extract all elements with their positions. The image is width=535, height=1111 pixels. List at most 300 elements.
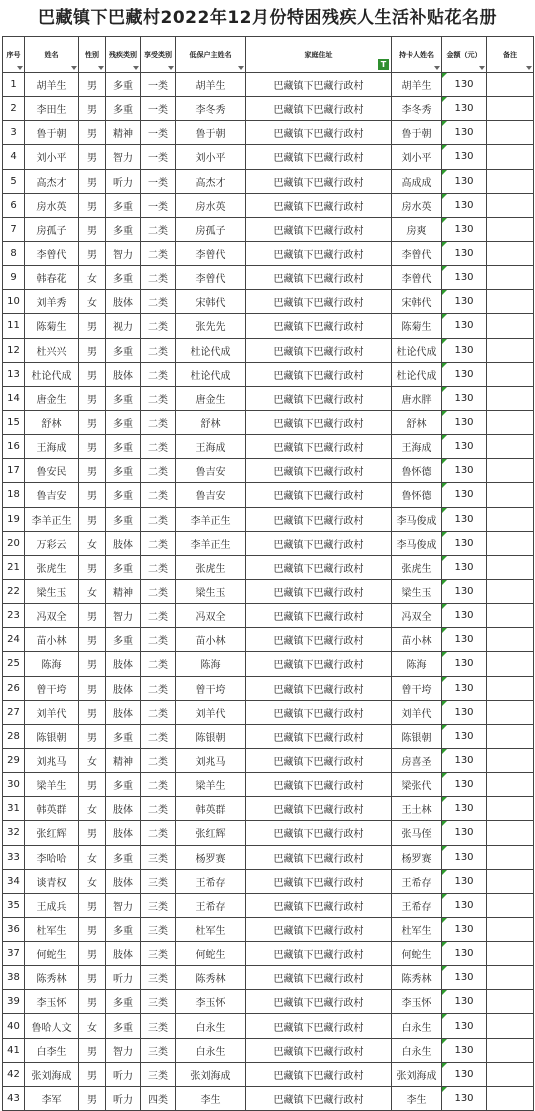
cell-category[interactable]: 一类	[141, 193, 176, 217]
cell-remarks[interactable]	[487, 362, 534, 386]
cell-amount[interactable]: 130	[442, 990, 487, 1014]
cell-category[interactable]: 二类	[141, 579, 176, 603]
cell-address[interactable]: 巴藏镇下巴藏行政村	[246, 724, 392, 748]
cell-remarks[interactable]	[487, 555, 534, 579]
cell-householder[interactable]: 李羊正生	[176, 531, 246, 555]
cell-name[interactable]: 谈青权	[25, 869, 79, 893]
cell-category[interactable]: 二类	[141, 290, 176, 314]
cell-index[interactable]: 24	[3, 628, 25, 652]
cell-category[interactable]: 一类	[141, 97, 176, 121]
cell-index[interactable]: 28	[3, 724, 25, 748]
cell-name[interactable]: 苗小林	[25, 628, 79, 652]
cell-index[interactable]: 37	[3, 942, 25, 966]
cell-disability[interactable]: 智力	[106, 241, 141, 265]
cell-category[interactable]: 三类	[141, 1062, 176, 1086]
cell-gender[interactable]: 男	[79, 555, 106, 579]
cell-name[interactable]: 王海成	[25, 435, 79, 459]
cell-cardholder[interactable]: 陈银朝	[392, 724, 442, 748]
cell-amount[interactable]: 130	[442, 338, 487, 362]
cell-remarks[interactable]	[487, 700, 534, 724]
cell-name[interactable]: 杜论代成	[25, 362, 79, 386]
cell-cardholder[interactable]: 张刘海成	[392, 1062, 442, 1086]
cell-gender[interactable]: 男	[79, 821, 106, 845]
cell-amount[interactable]: 130	[442, 121, 487, 145]
cell-cardholder[interactable]: 李曾代	[392, 241, 442, 265]
cell-amount[interactable]: 130	[442, 1062, 487, 1086]
cell-cardholder[interactable]: 梁张代	[392, 773, 442, 797]
cell-name[interactable]: 刘羊代	[25, 700, 79, 724]
cell-cardholder[interactable]: 王土林	[392, 797, 442, 821]
dropdown-icon[interactable]	[434, 66, 440, 70]
cell-amount[interactable]: 130	[442, 145, 487, 169]
cell-category[interactable]: 二类	[141, 314, 176, 338]
cell-name[interactable]: 刘小平	[25, 145, 79, 169]
cell-address[interactable]: 巴藏镇下巴藏行政村	[246, 290, 392, 314]
cell-disability[interactable]: 肢体	[106, 869, 141, 893]
cell-index[interactable]: 40	[3, 1014, 25, 1038]
cell-amount[interactable]: 130	[442, 676, 487, 700]
cell-remarks[interactable]	[487, 869, 534, 893]
dropdown-icon[interactable]	[238, 66, 244, 70]
cell-householder[interactable]: 曾干垮	[176, 676, 246, 700]
cell-category[interactable]: 三类	[141, 966, 176, 990]
cell-cardholder[interactable]: 刘小平	[392, 145, 442, 169]
cell-category[interactable]: 二类	[141, 410, 176, 434]
cell-gender[interactable]: 男	[79, 169, 106, 193]
cell-disability[interactable]: 多重	[106, 628, 141, 652]
cell-householder[interactable]: 张先先	[176, 314, 246, 338]
cell-householder[interactable]: 张虎生	[176, 555, 246, 579]
cell-cardholder[interactable]: 陈海	[392, 652, 442, 676]
cell-disability[interactable]: 精神	[106, 748, 141, 772]
cell-category[interactable]: 一类	[141, 73, 176, 97]
cell-index[interactable]: 29	[3, 748, 25, 772]
cell-gender[interactable]: 女	[79, 869, 106, 893]
cell-name[interactable]: 李哈哈	[25, 845, 79, 869]
cell-index[interactable]: 16	[3, 435, 25, 459]
cell-address[interactable]: 巴藏镇下巴藏行政村	[246, 748, 392, 772]
cell-gender[interactable]: 男	[79, 483, 106, 507]
cell-remarks[interactable]	[487, 193, 534, 217]
cell-name[interactable]: 万彩云	[25, 531, 79, 555]
cell-householder[interactable]: 杜军生	[176, 917, 246, 941]
cell-address[interactable]: 巴藏镇下巴藏行政村	[246, 1086, 392, 1110]
cell-name[interactable]: 李玉怀	[25, 990, 79, 1014]
cell-gender[interactable]: 男	[79, 1038, 106, 1062]
cell-name[interactable]: 冯双全	[25, 604, 79, 628]
cell-category[interactable]: 三类	[141, 1014, 176, 1038]
cell-householder[interactable]: 王希存	[176, 893, 246, 917]
cell-amount[interactable]: 130	[442, 821, 487, 845]
cell-cardholder[interactable]: 王希存	[392, 869, 442, 893]
cell-disability[interactable]: 多重	[106, 724, 141, 748]
cell-disability[interactable]: 多重	[106, 483, 141, 507]
cell-category[interactable]: 二类	[141, 628, 176, 652]
cell-householder[interactable]: 冯双全	[176, 604, 246, 628]
cell-amount[interactable]: 130	[442, 893, 487, 917]
cell-address[interactable]: 巴藏镇下巴藏行政村	[246, 604, 392, 628]
cell-index[interactable]: 35	[3, 893, 25, 917]
cell-name[interactable]: 李军	[25, 1086, 79, 1110]
cell-category[interactable]: 二类	[141, 507, 176, 531]
cell-remarks[interactable]	[487, 121, 534, 145]
cell-gender[interactable]: 男	[79, 121, 106, 145]
cell-name[interactable]: 李曾代	[25, 241, 79, 265]
cell-cardholder[interactable]: 鲁怀德	[392, 459, 442, 483]
cell-name[interactable]: 梁羊生	[25, 773, 79, 797]
cell-remarks[interactable]	[487, 1062, 534, 1086]
cell-address[interactable]: 巴藏镇下巴藏行政村	[246, 435, 392, 459]
cell-name[interactable]: 韩英群	[25, 797, 79, 821]
cell-category[interactable]: 二类	[141, 217, 176, 241]
cell-address[interactable]: 巴藏镇下巴藏行政村	[246, 266, 392, 290]
cell-address[interactable]: 巴藏镇下巴藏行政村	[246, 531, 392, 555]
cell-disability[interactable]: 肢体	[106, 942, 141, 966]
cell-name[interactable]: 鲁哈人文	[25, 1014, 79, 1038]
cell-name[interactable]: 何蛇生	[25, 942, 79, 966]
cell-address[interactable]: 巴藏镇下巴藏行政村	[246, 410, 392, 434]
cell-cardholder[interactable]: 房爽	[392, 217, 442, 241]
cell-gender[interactable]: 男	[79, 773, 106, 797]
cell-remarks[interactable]	[487, 97, 534, 121]
cell-gender[interactable]: 男	[79, 1086, 106, 1110]
cell-disability[interactable]: 多重	[106, 845, 141, 869]
cell-index[interactable]: 6	[3, 193, 25, 217]
cell-amount[interactable]: 130	[442, 917, 487, 941]
cell-category[interactable]: 二类	[141, 773, 176, 797]
cell-householder[interactable]: 苗小林	[176, 628, 246, 652]
cell-gender[interactable]: 女	[79, 290, 106, 314]
cell-gender[interactable]: 男	[79, 652, 106, 676]
cell-category[interactable]: 三类	[141, 845, 176, 869]
cell-householder[interactable]: 张红辉	[176, 821, 246, 845]
cell-amount[interactable]: 130	[442, 531, 487, 555]
cell-name[interactable]: 陈秀林	[25, 966, 79, 990]
cell-name[interactable]: 唐金生	[25, 386, 79, 410]
dropdown-icon[interactable]	[133, 66, 139, 70]
cell-disability[interactable]: 肢体	[106, 676, 141, 700]
cell-disability[interactable]: 多重	[106, 386, 141, 410]
cell-category[interactable]: 三类	[141, 990, 176, 1014]
cell-gender[interactable]: 男	[79, 628, 106, 652]
cell-amount[interactable]: 130	[442, 604, 487, 628]
cell-name[interactable]: 张红辉	[25, 821, 79, 845]
cell-name[interactable]: 鲁吉安	[25, 483, 79, 507]
cell-disability[interactable]: 多重	[106, 97, 141, 121]
cell-address[interactable]: 巴藏镇下巴藏行政村	[246, 1062, 392, 1086]
cell-cardholder[interactable]: 曾干垮	[392, 676, 442, 700]
cell-disability[interactable]: 多重	[106, 73, 141, 97]
col-householder-header[interactable]: 低保户主姓名	[176, 37, 246, 73]
cell-index[interactable]: 12	[3, 338, 25, 362]
cell-cardholder[interactable]: 梁生玉	[392, 579, 442, 603]
cell-householder[interactable]: 韩英群	[176, 797, 246, 821]
cell-category[interactable]: 二类	[141, 338, 176, 362]
cell-householder[interactable]: 杜论代成	[176, 338, 246, 362]
cell-disability[interactable]: 智力	[106, 893, 141, 917]
cell-cardholder[interactable]: 李曾代	[392, 266, 442, 290]
cell-gender[interactable]: 男	[79, 193, 106, 217]
cell-index[interactable]: 21	[3, 555, 25, 579]
cell-amount[interactable]: 130	[442, 579, 487, 603]
cell-remarks[interactable]	[487, 483, 534, 507]
cell-address[interactable]: 巴藏镇下巴藏行政村	[246, 1038, 392, 1062]
cell-householder[interactable]: 白永生	[176, 1014, 246, 1038]
cell-index[interactable]: 41	[3, 1038, 25, 1062]
col-category-header[interactable]: 享受类别	[141, 37, 176, 73]
cell-amount[interactable]: 130	[442, 748, 487, 772]
cell-amount[interactable]: 130	[442, 193, 487, 217]
cell-gender[interactable]: 男	[79, 362, 106, 386]
cell-name[interactable]: 李羊正生	[25, 507, 79, 531]
cell-cardholder[interactable]: 张马侄	[392, 821, 442, 845]
cell-address[interactable]: 巴藏镇下巴藏行政村	[246, 893, 392, 917]
cell-cardholder[interactable]: 白永生	[392, 1014, 442, 1038]
cell-disability[interactable]: 多重	[106, 217, 141, 241]
cell-cardholder[interactable]: 胡羊生	[392, 73, 442, 97]
cell-name[interactable]: 胡羊生	[25, 73, 79, 97]
cell-gender[interactable]: 女	[79, 266, 106, 290]
cell-index[interactable]: 32	[3, 821, 25, 845]
cell-gender[interactable]: 男	[79, 435, 106, 459]
cell-householder[interactable]: 梁生玉	[176, 579, 246, 603]
cell-category[interactable]: 二类	[141, 386, 176, 410]
cell-address[interactable]: 巴藏镇下巴藏行政村	[246, 97, 392, 121]
cell-category[interactable]: 三类	[141, 1038, 176, 1062]
cell-amount[interactable]: 130	[442, 73, 487, 97]
cell-address[interactable]: 巴藏镇下巴藏行政村	[246, 169, 392, 193]
cell-remarks[interactable]	[487, 435, 534, 459]
cell-remarks[interactable]	[487, 748, 534, 772]
cell-cardholder[interactable]: 李冬秀	[392, 97, 442, 121]
cell-index[interactable]: 26	[3, 676, 25, 700]
cell-cardholder[interactable]: 王希存	[392, 893, 442, 917]
cell-disability[interactable]: 精神	[106, 579, 141, 603]
cell-index[interactable]: 18	[3, 483, 25, 507]
cell-householder[interactable]: 王希存	[176, 869, 246, 893]
cell-amount[interactable]: 130	[442, 724, 487, 748]
cell-amount[interactable]: 130	[442, 507, 487, 531]
cell-amount[interactable]: 130	[442, 217, 487, 241]
cell-amount[interactable]: 130	[442, 1086, 487, 1110]
cell-name[interactable]: 李田生	[25, 97, 79, 121]
cell-index[interactable]: 31	[3, 797, 25, 821]
col-name-header[interactable]: 姓名	[25, 37, 79, 73]
col-index-header[interactable]: 序号	[3, 37, 25, 73]
cell-category[interactable]: 二类	[141, 531, 176, 555]
cell-householder[interactable]: 胡羊生	[176, 73, 246, 97]
cell-disability[interactable]: 多重	[106, 773, 141, 797]
cell-cardholder[interactable]: 白永生	[392, 1038, 442, 1062]
cell-category[interactable]: 二类	[141, 700, 176, 724]
cell-address[interactable]: 巴藏镇下巴藏行政村	[246, 314, 392, 338]
cell-name[interactable]: 鲁安民	[25, 459, 79, 483]
cell-gender[interactable]: 男	[79, 217, 106, 241]
cell-householder[interactable]: 陈秀林	[176, 966, 246, 990]
cell-address[interactable]: 巴藏镇下巴藏行政村	[246, 652, 392, 676]
cell-address[interactable]: 巴藏镇下巴藏行政村	[246, 773, 392, 797]
cell-category[interactable]: 三类	[141, 869, 176, 893]
cell-householder[interactable]: 鲁吉安	[176, 483, 246, 507]
cell-amount[interactable]: 130	[442, 1038, 487, 1062]
cell-disability[interactable]: 多重	[106, 435, 141, 459]
cell-amount[interactable]: 130	[442, 773, 487, 797]
cell-remarks[interactable]	[487, 724, 534, 748]
cell-index[interactable]: 5	[3, 169, 25, 193]
cell-cardholder[interactable]: 宋韩代	[392, 290, 442, 314]
cell-name[interactable]: 张虎生	[25, 555, 79, 579]
cell-cardholder[interactable]: 张虎生	[392, 555, 442, 579]
cell-cardholder[interactable]: 杜论代成	[392, 338, 442, 362]
cell-category[interactable]: 二类	[141, 604, 176, 628]
cell-disability[interactable]: 肢体	[106, 652, 141, 676]
cell-name[interactable]: 陈菊生	[25, 314, 79, 338]
cell-remarks[interactable]	[487, 241, 534, 265]
cell-index[interactable]: 7	[3, 217, 25, 241]
cell-amount[interactable]: 130	[442, 386, 487, 410]
cell-remarks[interactable]	[487, 266, 534, 290]
cell-index[interactable]: 4	[3, 145, 25, 169]
cell-amount[interactable]: 130	[442, 966, 487, 990]
cell-address[interactable]: 巴藏镇下巴藏行政村	[246, 579, 392, 603]
dropdown-icon[interactable]	[98, 66, 104, 70]
cell-disability[interactable]: 精神	[106, 121, 141, 145]
cell-householder[interactable]: 舒林	[176, 410, 246, 434]
cell-amount[interactable]: 130	[442, 241, 487, 265]
cell-householder[interactable]: 杨罗赛	[176, 845, 246, 869]
cell-disability[interactable]: 多重	[106, 555, 141, 579]
cell-gender[interactable]: 男	[79, 1062, 106, 1086]
cell-gender[interactable]: 男	[79, 917, 106, 941]
cell-index[interactable]: 14	[3, 386, 25, 410]
cell-householder[interactable]: 房孤子	[176, 217, 246, 241]
cell-amount[interactable]: 130	[442, 942, 487, 966]
cell-remarks[interactable]	[487, 652, 534, 676]
cell-remarks[interactable]	[487, 797, 534, 821]
cell-disability[interactable]: 多重	[106, 193, 141, 217]
cell-gender[interactable]: 女	[79, 797, 106, 821]
cell-index[interactable]: 2	[3, 97, 25, 121]
cell-address[interactable]: 巴藏镇下巴藏行政村	[246, 459, 392, 483]
cell-index[interactable]: 23	[3, 604, 25, 628]
cell-address[interactable]: 巴藏镇下巴藏行政村	[246, 507, 392, 531]
cell-cardholder[interactable]: 高成成	[392, 169, 442, 193]
cell-remarks[interactable]	[487, 386, 534, 410]
cell-amount[interactable]: 130	[442, 483, 487, 507]
filter-icon[interactable]: T	[378, 59, 389, 70]
cell-remarks[interactable]	[487, 990, 534, 1014]
cell-gender[interactable]: 男	[79, 966, 106, 990]
cell-index[interactable]: 8	[3, 241, 25, 265]
cell-householder[interactable]: 房水英	[176, 193, 246, 217]
cell-cardholder[interactable]: 杨罗赛	[392, 845, 442, 869]
cell-address[interactable]: 巴藏镇下巴藏行政村	[246, 942, 392, 966]
cell-remarks[interactable]	[487, 459, 534, 483]
cell-householder[interactable]: 刘羊代	[176, 700, 246, 724]
cell-cardholder[interactable]: 房喜圣	[392, 748, 442, 772]
cell-gender[interactable]: 男	[79, 676, 106, 700]
cell-address[interactable]: 巴藏镇下巴藏行政村	[246, 193, 392, 217]
cell-gender[interactable]: 女	[79, 531, 106, 555]
cell-address[interactable]: 巴藏镇下巴藏行政村	[246, 555, 392, 579]
cell-amount[interactable]: 130	[442, 410, 487, 434]
dropdown-icon[interactable]	[526, 66, 532, 70]
cell-remarks[interactable]	[487, 942, 534, 966]
cell-remarks[interactable]	[487, 604, 534, 628]
cell-remarks[interactable]	[487, 893, 534, 917]
cell-category[interactable]: 二类	[141, 241, 176, 265]
cell-gender[interactable]: 女	[79, 748, 106, 772]
cell-cardholder[interactable]: 陈菊生	[392, 314, 442, 338]
cell-disability[interactable]: 听力	[106, 1086, 141, 1110]
cell-remarks[interactable]	[487, 290, 534, 314]
cell-index[interactable]: 27	[3, 700, 25, 724]
dropdown-icon[interactable]	[168, 66, 174, 70]
cell-remarks[interactable]	[487, 579, 534, 603]
cell-householder[interactable]: 梁羊生	[176, 773, 246, 797]
cell-name[interactable]: 陈海	[25, 652, 79, 676]
cell-amount[interactable]: 130	[442, 459, 487, 483]
cell-category[interactable]: 一类	[141, 121, 176, 145]
cell-address[interactable]: 巴藏镇下巴藏行政村	[246, 700, 392, 724]
cell-address[interactable]: 巴藏镇下巴藏行政村	[246, 845, 392, 869]
cell-index[interactable]: 43	[3, 1086, 25, 1110]
cell-cardholder[interactable]: 何蛇生	[392, 942, 442, 966]
cell-householder[interactable]: 张刘海成	[176, 1062, 246, 1086]
cell-index[interactable]: 11	[3, 314, 25, 338]
cell-remarks[interactable]	[487, 531, 534, 555]
cell-gender[interactable]: 男	[79, 314, 106, 338]
cell-disability[interactable]: 多重	[106, 410, 141, 434]
cell-category[interactable]: 二类	[141, 676, 176, 700]
cell-gender[interactable]: 男	[79, 97, 106, 121]
cell-householder[interactable]: 杜论代成	[176, 362, 246, 386]
cell-category[interactable]: 三类	[141, 893, 176, 917]
cell-disability[interactable]: 肢体	[106, 821, 141, 845]
cell-cardholder[interactable]: 李玉怀	[392, 990, 442, 1014]
cell-amount[interactable]: 130	[442, 266, 487, 290]
cell-index[interactable]: 25	[3, 652, 25, 676]
cell-cardholder[interactable]: 刘羊代	[392, 700, 442, 724]
dropdown-icon[interactable]	[17, 66, 23, 70]
cell-index[interactable]: 38	[3, 966, 25, 990]
cell-address[interactable]: 巴藏镇下巴藏行政村	[246, 676, 392, 700]
cell-cardholder[interactable]: 苗小林	[392, 628, 442, 652]
cell-index[interactable]: 22	[3, 579, 25, 603]
cell-gender[interactable]: 男	[79, 893, 106, 917]
cell-name[interactable]: 韩春花	[25, 266, 79, 290]
cell-gender[interactable]: 男	[79, 507, 106, 531]
cell-disability[interactable]: 视力	[106, 314, 141, 338]
cell-name[interactable]: 杜兴兴	[25, 338, 79, 362]
cell-householder[interactable]: 鲁吉安	[176, 459, 246, 483]
cell-gender[interactable]: 女	[79, 1014, 106, 1038]
cell-amount[interactable]: 130	[442, 435, 487, 459]
cell-index[interactable]: 19	[3, 507, 25, 531]
cell-address[interactable]: 巴藏镇下巴藏行政村	[246, 217, 392, 241]
cell-gender[interactable]: 男	[79, 724, 106, 748]
cell-remarks[interactable]	[487, 845, 534, 869]
cell-address[interactable]: 巴藏镇下巴藏行政村	[246, 917, 392, 941]
cell-address[interactable]: 巴藏镇下巴藏行政村	[246, 73, 392, 97]
cell-gender[interactable]: 男	[79, 700, 106, 724]
cell-name[interactable]: 舒林	[25, 410, 79, 434]
cell-index[interactable]: 15	[3, 410, 25, 434]
cell-category[interactable]: 二类	[141, 724, 176, 748]
cell-category[interactable]: 二类	[141, 821, 176, 845]
cell-gender[interactable]: 男	[79, 459, 106, 483]
cell-cardholder[interactable]: 陈秀林	[392, 966, 442, 990]
